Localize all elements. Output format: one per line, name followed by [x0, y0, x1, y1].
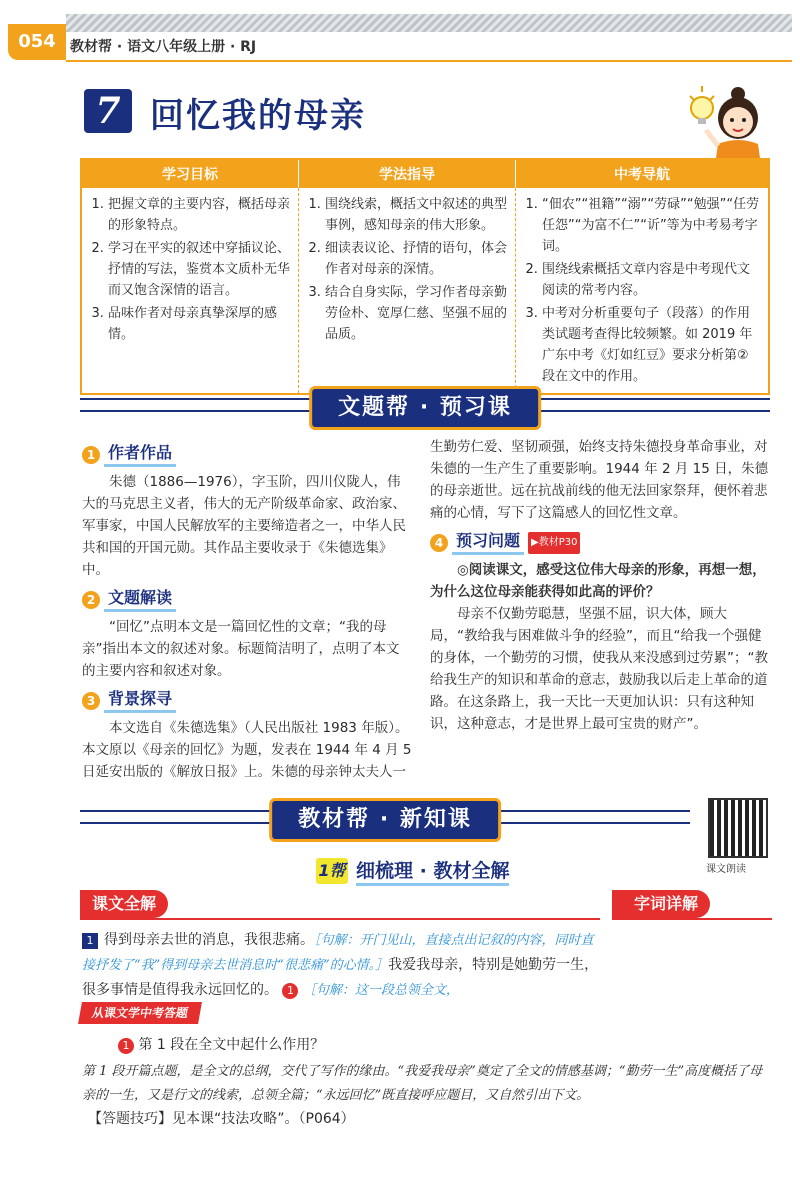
list-item: 2. 细读表议论、抒情的语句，体会作者对母亲的深情。 — [325, 238, 507, 280]
exam-question — [118, 1034, 324, 1054]
tab-underline — [80, 918, 600, 920]
section-title: 预习问题 — [452, 530, 524, 555]
tab-underline — [612, 918, 772, 920]
breadcrumb: 教材帮 · 语文八年级上册 · RJ — [70, 39, 257, 55]
list-item: 3. 品味作者对母亲真挚深厚的感情。 — [108, 303, 290, 345]
tab-word-detail: 字词详解 — [612, 890, 710, 918]
textbook-ref: ▶教材P30 — [528, 532, 580, 554]
table-header: 中考导航 — [516, 159, 770, 188]
section-text: 朱德（1886—1976），字玉阶，四川仪陇人，伟大的马克思主义者，伟大的无产阶级革命家、政治家、军事家，中国人民解放军的主要缔造者之一，中华人民共和国的开国元勋。其作品主要收录于《朱德选集》中。 — [82, 474, 406, 578]
mascot-girl-icon — [688, 82, 768, 158]
section-text: 本文选自《朱德选集》（人民出版社 1983 年版）。本文原以《母亲的回忆》为题，发表在 1944 年 4 月 5 日延安出版的《解放日报》上。朱德的母亲钟太夫人一 — [82, 720, 412, 780]
section-number: 3 — [82, 692, 100, 710]
sub-heading-title: 细梳理 · 教材全解 — [356, 856, 509, 886]
page-header — [0, 0, 800, 68]
study-goals-table — [80, 158, 770, 395]
section-text: “回忆”点明本文是一篇回忆性的文章；“我的母亲”指出本文的叙述对象。标题简洁明了，点明了本文的主要内容和叙述对象。 — [82, 619, 400, 679]
list-item: 3. 结合自身实际，学习作者母亲勤劳俭朴、宽厚仁慈、坚强不屈的品质。 — [325, 282, 507, 345]
preview-right-column — [430, 436, 770, 735]
list-item: 2. 学习在平实的叙述中穿插议论、抒情的写法，鉴赏本文质朴无华而又饱含深情的语言。 — [108, 238, 290, 301]
goals-column — [81, 188, 299, 394]
answer-tip — [88, 1108, 355, 1128]
qr-label: 课文朗读 — [706, 864, 746, 875]
header-divider — [66, 60, 792, 62]
qr-code-icon[interactable] — [708, 798, 768, 858]
section-title: 作者作品 — [104, 442, 176, 467]
list-item: 1. “佃农”“祖籍”“溺”“劳碌”“勉强”“任劳任怨”“为富不仁”“䜣”等为中考易考字词。 — [542, 194, 760, 257]
preview-left-column — [82, 436, 412, 783]
banner-label: 文题帮 · 预习课 — [309, 386, 541, 430]
preview-answer: 母亲不仅勤劳聪慧，坚强不屈，识大体，顾大局，“教给我与困难做斗争的经验”，而且“给我一个强健的身体，一个勤劳的习惯，使我从来没感到过劳累”；“教给我生产的知识和革命的意志，鼓励我以后走上革命的道路。在这条路上，我一天比一天更加认识：只有这种知识，这种意志，才是世界上最可宝贵的财产”。 — [430, 606, 768, 732]
section-title: 背景探寻 — [104, 688, 176, 713]
list-item: 1. 把握文章的主要内容，概括母亲的形象特点。 — [108, 194, 290, 236]
lesson-text: 我爱我母亲，特别是她勤劳一生，很多事情是值得我永远回忆的。 — [82, 957, 599, 998]
lesson-number: 7 — [84, 89, 132, 133]
tip-label: 【答题技巧】 — [88, 1111, 172, 1127]
section-number: 1 — [82, 446, 100, 464]
section-heading — [82, 442, 412, 467]
section-heading — [82, 688, 412, 713]
list-item: 1. 围绕线索，概括文中叙述的典型事例，感知母亲的伟大形象。 — [325, 194, 507, 236]
exam-answer: 第 1 段开篇点题，是全文的总纲，交代了写作的缘由。“我爱我母亲”奠定了全文的情感基调；“勤劳一生”高度概括了母亲的一生，又是行文的线索，总领全篇；“永远回忆”既直接呼应题目，又自然引出下文。 — [82, 1064, 763, 1103]
tab-text-analysis: 课文全解 — [80, 890, 168, 918]
text-analysis-paragraph — [82, 928, 602, 1003]
question-number: 1 — [118, 1038, 134, 1054]
marker-number: 1 — [282, 983, 298, 999]
table-header: 学法指导 — [299, 159, 516, 188]
section-text: 生勤劳仁爱、坚韧顽强，始终支持朱德投身革命事业，对朱德的一生产生了重要影响。1944 年 2 月 15 日，朱德的母亲逝世。远在抗战前线的他无法回家祭拜，便怀着悲痛的心情，写下了这篇感人的回忆性文章。 — [430, 439, 769, 521]
sub-heading-badge: 1帮 — [316, 858, 348, 884]
banner-label: 教材帮 · 新知课 — [269, 798, 501, 842]
section-heading — [82, 587, 412, 612]
new-lesson-banner — [80, 796, 690, 842]
section-number: 2 — [82, 591, 100, 609]
header-stripe — [66, 14, 792, 32]
lesson-text: 得到母亲去世的消息，我很悲痛。 — [104, 932, 314, 948]
method-column — [299, 188, 516, 394]
lesson-title: 回忆我的母亲 — [150, 96, 366, 136]
preview-banner — [80, 384, 770, 430]
page-number: 054 — [8, 24, 66, 60]
list-item: 3. 中考对分析重要句子（段落）的作用类试题考查得比较频繁。如 2019 年广东中考《灯如红豆》要求分析第②段在文中的作用。 — [542, 303, 760, 387]
paragraph-number: 1 — [82, 933, 98, 949]
list-item: 2. 围绕线索概括文章内容是中考现代文阅读的常考内容。 — [542, 259, 760, 301]
section-number: 4 — [430, 534, 448, 552]
preview-question: ◎阅读课文，感受这位伟大母亲的形象，再想一想，为什么这位母亲能获得如此高的评价？ — [430, 562, 766, 600]
section-heading — [430, 530, 770, 555]
question-text: 第 1 段在全文中起什么作用？ — [138, 1037, 325, 1053]
table-header: 学习目标 — [81, 159, 299, 188]
sentence-note: ［句解：开门见山，直接点出记叙的内容，同时直接抒发了“我”得到母亲去世消息时“很悲痛”的心情。］ — [82, 933, 594, 973]
exam-column — [516, 188, 770, 394]
section-title: 文题解读 — [104, 587, 176, 612]
exam-tag: 从课文学中考答题 — [78, 1002, 202, 1024]
sentence-note: ［句解：这一段总领全文， — [302, 983, 459, 998]
tip-text: 见本课“技法攻略”。（P064） — [172, 1111, 355, 1127]
